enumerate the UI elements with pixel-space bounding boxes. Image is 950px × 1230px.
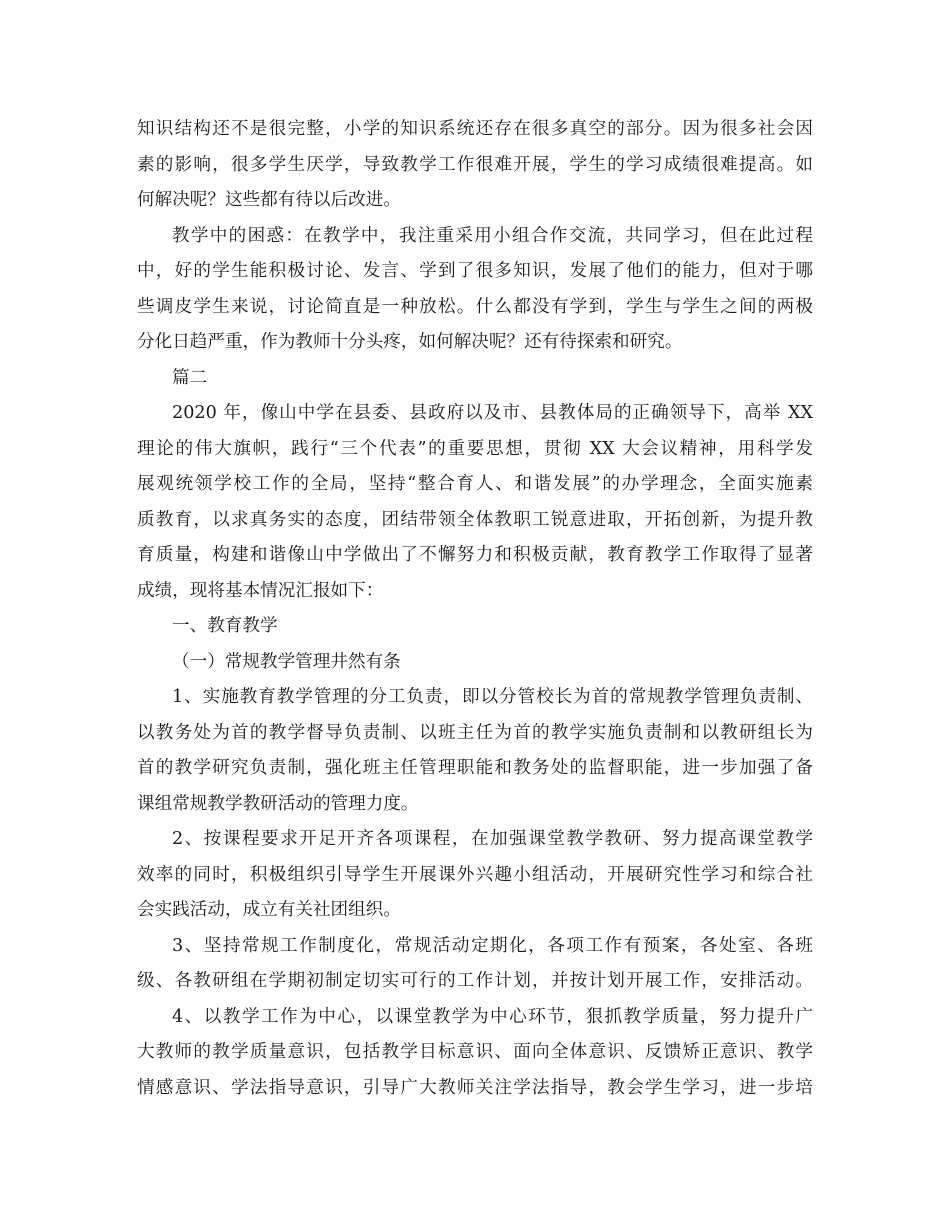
text-line: （一）常规教学管理井然有条 — [172, 651, 401, 672]
text-line: 教学中的困惑：在教学中，我注重采用小组合作交流，共同学习，但在此过程 — [172, 225, 813, 246]
text-line: 课组常规教学教研活动的管理力度。 — [137, 793, 419, 814]
text-line: 会实践活动，成立有关社团组织。 — [137, 900, 401, 920]
text-line: 理论的伟大旗帜，践行“三个代表”的重要思想，贯彻 XX 大会议精神，用科学发 — [137, 438, 813, 459]
text-line: 何解决呢？这些都有待以后改进。 — [137, 190, 401, 210]
text-line: 2、按课程要求开足开齐各项课程，在加强课堂教学教研、努力提高课堂教学 — [172, 829, 813, 849]
text-line: 素的影响，很多学生厌学，导致教学工作很难开展，学生的学习成绩很难提高。如 — [137, 154, 813, 175]
text-line: 级、各教研组在学期初制定切实可行的工作计划，并按计划开展工作，安排活动。 — [137, 971, 813, 991]
text-line: 些调皮学生来说，讨论简直是一种放松。什么都没有学到，学生与学生之间的两极 — [137, 296, 813, 317]
text-line: 知识结构还不是很完整，小学的知识系统还存在很多真空的部分。因为很多社会因 — [137, 119, 813, 139]
text-line: 一、教育教学 — [172, 616, 278, 636]
text-line: 大教师的教学质量意识，包括教学目标意识、面向全体意识、反馈矫正意识、教学 — [137, 1042, 813, 1062]
document-page — [137, 112, 813, 1106]
text-line: 中，好的学生能积极讨论、发言、学到了很多知识，发展了他们的能力，但对于哪 — [137, 261, 813, 281]
text-line: 质教育，以求真务实的态度，团结带领全体教职工锐意进取，开拓创新，为提升教 — [137, 509, 813, 530]
text-line: 2020 年，像山中学在县委、县政府以及市、县教体局的正确领导下，高举 XX — [172, 403, 813, 423]
text-line: 效率的同时，积极组织引导学生开展课外兴趣小组活动，开展研究性学习和综合社 — [137, 864, 813, 885]
text-line: 情感意识、学法指导意识，引导广大教师关注学法指导，教会学生学习，进一步培 — [137, 1077, 813, 1098]
text-line: 1、实施教育教学管理的分工负责，即以分管校长为首的常规教学管理负责制、 — [172, 687, 813, 707]
text-line: 育质量，构建和谐像山中学做出了不懈努力和积极贡献，教育教学工作取得了显著 — [137, 545, 813, 565]
text-line: 3、坚持常规工作制度化，常规活动定期化，各项工作有预案，各处室、各班 — [172, 935, 813, 956]
text-line: 首的教学研究负责制，强化班主任管理职能和教务处的监督职能，进一步加强了备 — [137, 758, 813, 778]
text-line: 篇二 — [172, 367, 208, 388]
text-line: 成绩，现将基本情况汇报如下： — [137, 580, 384, 601]
text-line: 4、以教学工作为中心，以课堂教学为中心环节，狠抓教学质量，努力提升广 — [172, 1006, 813, 1027]
text-line: 分化日趋严重，作为教师十分头疼，如何解决呢？还有待探索和研究。 — [137, 332, 683, 352]
text-line: 展观统领学校工作的全局，坚持“整合育人、和谐发展”的办学理念，全面实施素 — [137, 474, 813, 494]
text-line: 以教务处为首的教学督导负责制、以班主任为首的教学实施负责制和以教研组长为 — [137, 722, 813, 743]
